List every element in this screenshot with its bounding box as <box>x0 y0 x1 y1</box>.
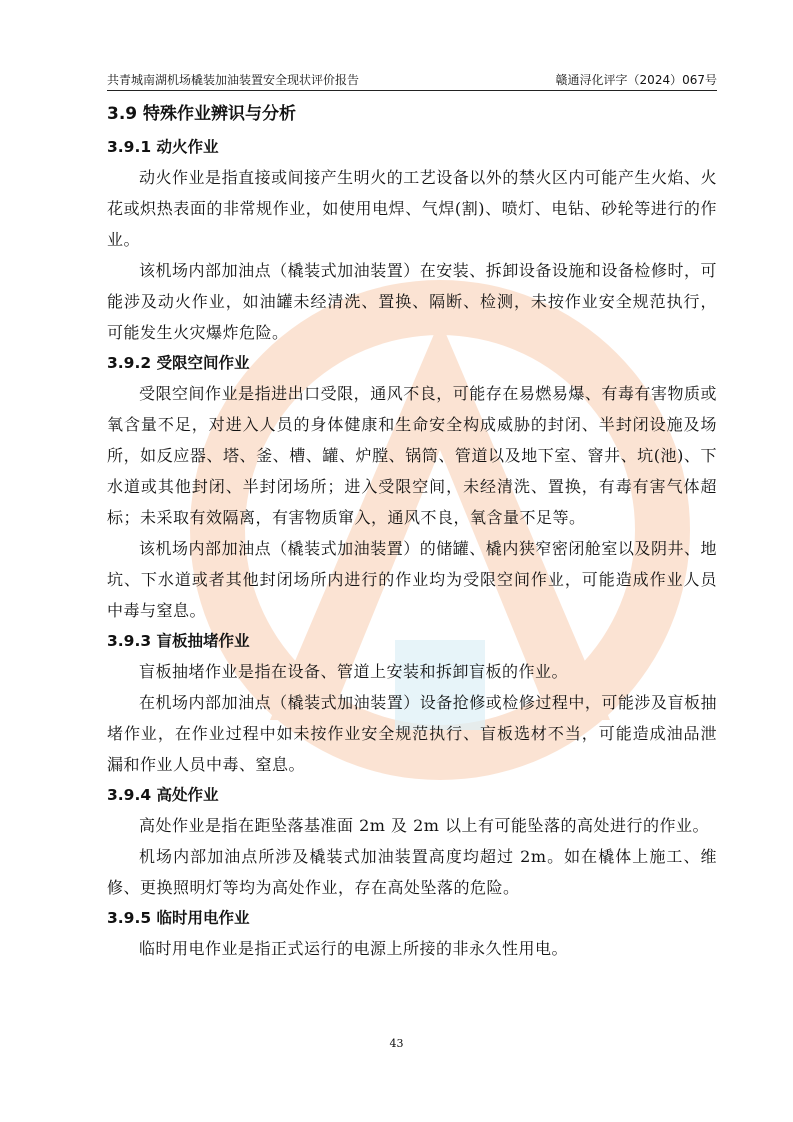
page-header <box>107 66 717 91</box>
paragraph: 受限空间作业是指进出口受限，通风不良，可能存在易燃易爆、有毒有害物质或氧含量不足，对进入人员的身体健康和生命安全构成威胁的封闭、半封闭设施及场所，如反应器、塔、釜、槽、罐、炉膛、锅筒、管道以及地下室、窨井、坑(池)、下水道或其他封闭、半封闭场所；进入受限空间，未经清洗、置换，有毒有害气体超标；未采取有效隔离，有害物质窜入，通风不良，氧含量不足等。 <box>107 384 717 527</box>
document-body <box>107 96 717 964</box>
paragraph: 机场内部加油点所涉及橇装式加油装置高度均超过 2m。如在橇体上施工、维修、更换照明灯等均为高处作业，存在高处坠落的危险。 <box>107 847 717 897</box>
paragraph: 该机场内部加油点（橇装式加油装置）在安装、拆卸设备设施和设备检修时，可能涉及动火作业，如油罐未经清洗、置换、隔断、检测，未按作业安全规范执行，可能发生火灾爆炸危险。 <box>107 261 717 342</box>
subsection-title: 3.9.5 临时用电作业 <box>107 909 250 927</box>
subsection-work-at-height <box>107 780 717 903</box>
paragraph: 在机场内部加油点（橇装式加油装置）设备抢修或检修过程中，可能涉及盲板抽堵作业，在作业过程中如未按作业安全规范执行、盲板选材不当，可能造成油品泄漏和作业人员中毒、窒息。 <box>107 693 717 774</box>
page-number: 43 <box>389 1037 404 1050</box>
header-report-number: 赣通浔化评字（2024）067号 <box>555 73 717 87</box>
paragraph: 临时用电作业是指正式运行的电源上所接的非永久性用电。 <box>139 939 569 958</box>
subsection-title: 3.9.2 受限空间作业 <box>107 354 250 372</box>
subsection-hot-work <box>107 132 717 348</box>
subsection-confined-space <box>107 348 717 626</box>
subsection-temporary-electricity <box>107 903 717 964</box>
subsection-title: 3.9.1 动火作业 <box>107 138 219 156</box>
paragraph: 该机场内部加油点（橇装式加油装置）的储罐、橇内狭窄密闭舱室以及阴井、地坑、下水道或者其他封闭场所内进行的作业均为受限空间作业，可能造成作业人员中毒与窒息。 <box>107 539 717 620</box>
header-left-title: 共青城南湖机场橇装加油装置安全现状评价报告 <box>107 73 360 87</box>
paragraph: 盲板抽堵作业是指在设备、管道上安装和拆卸盲板的作业。 <box>139 662 569 681</box>
subsection-title: 3.9.4 高处作业 <box>107 786 219 804</box>
paragraph: 动火作业是指直接或间接产生明火的工艺设备以外的禁火区内可能产生火焰、火花或炽热表面的非常规作业，如使用电焊、气焊(割)、喷灯、电钻、砂轮等进行的作业。 <box>107 168 717 249</box>
subsection-blind-plate <box>107 626 717 780</box>
subsection-title: 3.9.3 盲板抽堵作业 <box>107 632 250 650</box>
section-title: 3.9 特殊作业辨识与分析 <box>107 104 297 124</box>
paragraph: 高处作业是指在距坠落基准面 2m 及 2m 以上有可能坠落的高处进行的作业。 <box>139 816 710 835</box>
